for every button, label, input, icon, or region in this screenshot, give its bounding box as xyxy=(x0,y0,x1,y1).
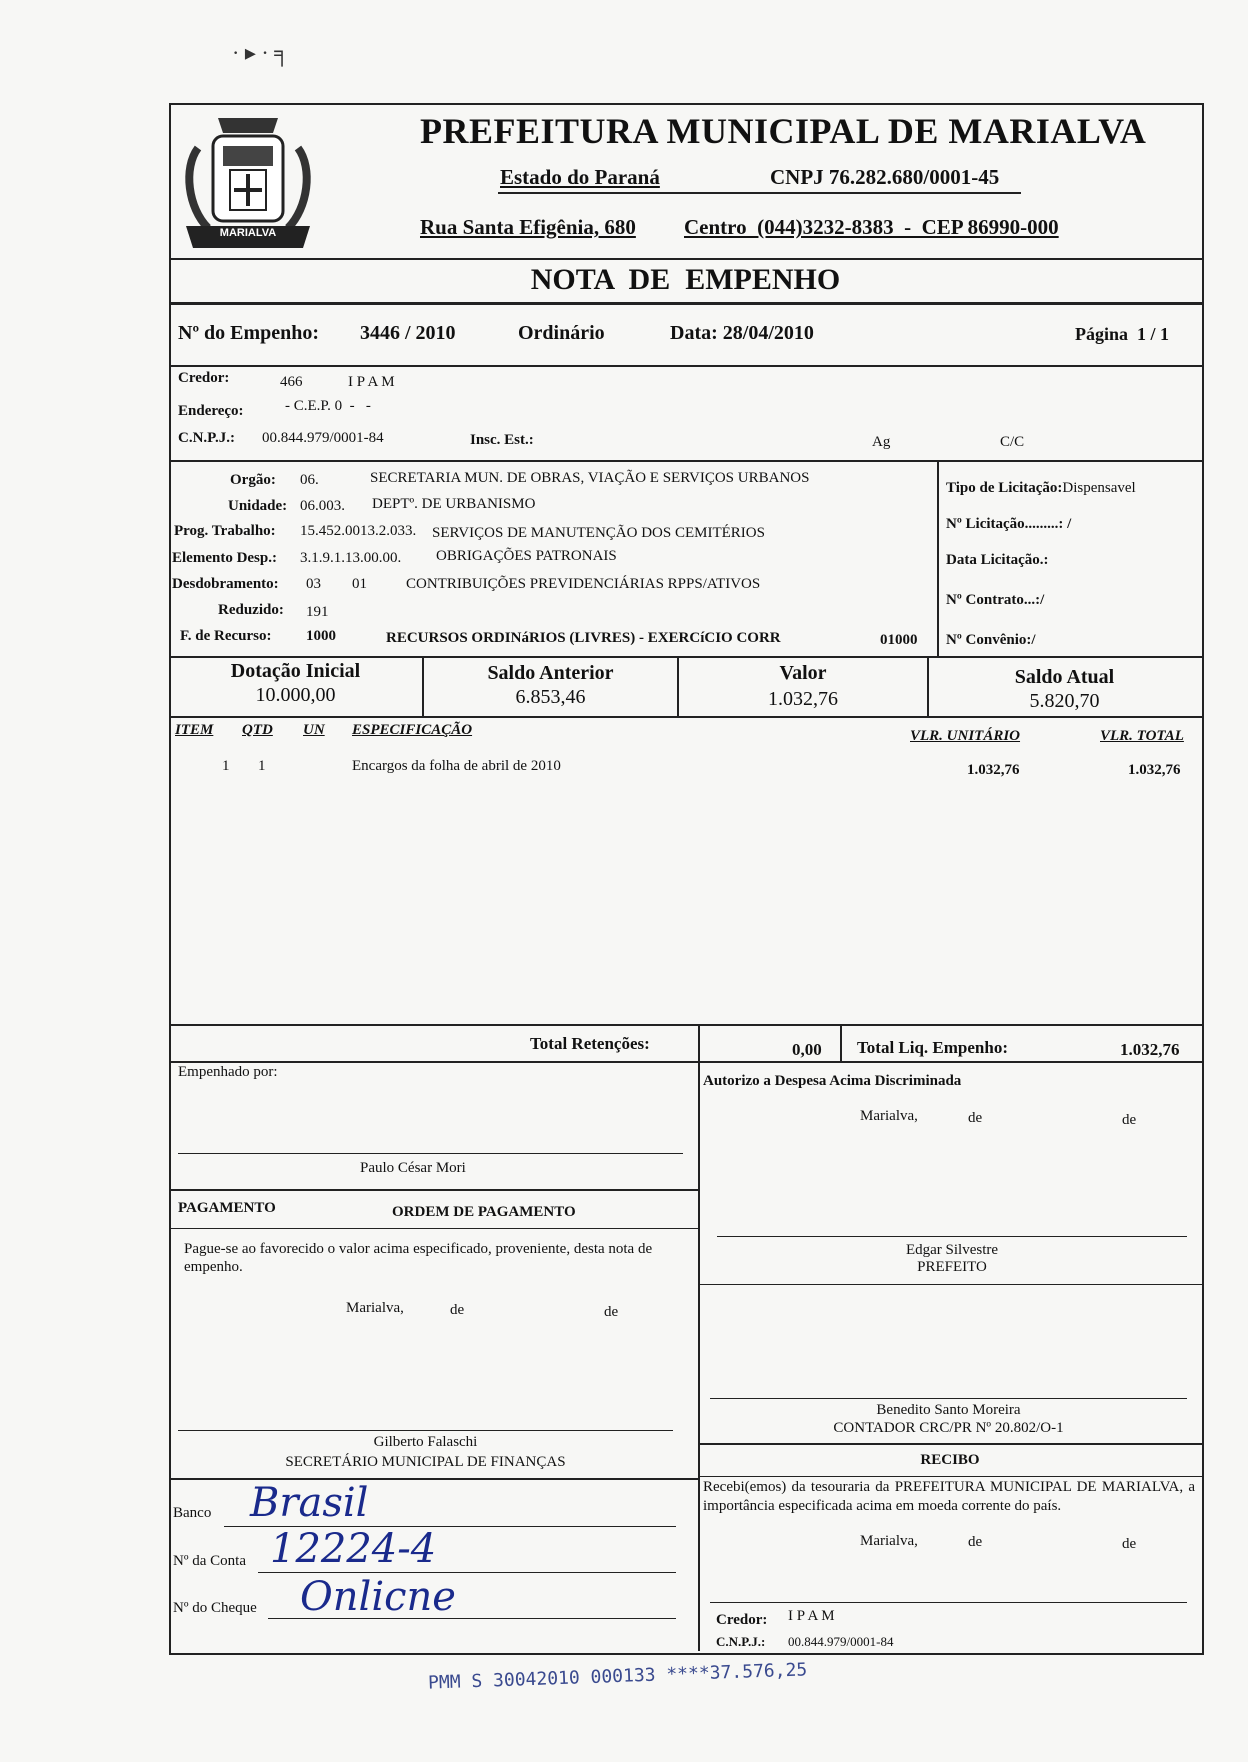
divider xyxy=(169,365,1202,367)
signature-line xyxy=(717,1236,1187,1237)
credor-name: I P A M xyxy=(348,374,395,390)
recibo-label: RECIBO xyxy=(920,1452,980,1468)
valor-value: 1.032,76 xyxy=(768,688,838,710)
licitacao-type-label: Tipo de Licitação: xyxy=(946,480,1063,496)
liq-empenho-value: 1.032,76 xyxy=(1120,1040,1180,1059)
elemento-code: 3.1.9.1.13.00.00. xyxy=(300,550,402,566)
secretario-title: SECRETÁRIO MUNICIPAL DE FINANÇAS xyxy=(285,1454,566,1470)
licitacao-date: Data Licitação.: xyxy=(946,552,1049,568)
cheque-label: Nº do Cheque xyxy=(173,1600,257,1616)
fonte-label: F. de Recurso: xyxy=(180,628,272,644)
divider xyxy=(698,1061,700,1651)
saldo-anterior-value: 6.853,46 xyxy=(515,686,586,708)
retencoes-label: Total Retenções: xyxy=(530,1034,650,1053)
credor-code: 466 xyxy=(280,374,303,390)
prefeito-name: Edgar Silvestre xyxy=(905,1242,999,1258)
fonte-code: 1000 xyxy=(306,628,336,644)
contador-name: Benedito Santo Moreira xyxy=(876,1402,1021,1418)
licitacao-type xyxy=(946,480,1136,497)
divider xyxy=(169,302,1202,305)
unidade-desc: DEPTº. DE URBANISMO xyxy=(372,496,536,512)
state-name: Estado do Paraná xyxy=(500,165,660,189)
reduzido-value: 191 xyxy=(306,604,329,620)
contador-title: CONTADOR CRC/PR Nº 20.802/O-1 xyxy=(833,1420,1064,1436)
divider xyxy=(698,1284,1202,1285)
autorizo-city: Marialva, xyxy=(860,1108,918,1124)
divider xyxy=(840,1024,842,1062)
divider xyxy=(698,1024,700,1062)
reduzido-label: Reduzido: xyxy=(218,602,284,618)
unidade-label: Unidade: xyxy=(228,498,288,514)
divider xyxy=(169,258,1202,260)
fonte-num: 01000 xyxy=(880,632,918,648)
header-underline-1 xyxy=(498,192,1021,194)
pagamento-label: PAGAMENTO xyxy=(178,1200,276,1216)
divider xyxy=(169,1024,1202,1026)
col-espec: ESPECIFICAÇÃO xyxy=(352,722,473,738)
pagamento-city: Marialva, xyxy=(346,1300,404,1316)
prog-desc: SERVIÇOS DE MANUTENÇÃO DOS CEMITÉRIOS xyxy=(432,525,765,541)
empenho-type: Ordinário xyxy=(518,322,605,344)
cc-label: C/C xyxy=(1000,434,1025,450)
prog-label: Prog. Trabalho: xyxy=(174,523,276,539)
unidade-code: 06.003. xyxy=(300,498,345,514)
row-vlr-total: 1.032,76 xyxy=(1128,762,1181,778)
autorizo-label: Autorizo a Despesa Acima Discriminada xyxy=(703,1073,962,1089)
col-un: UN xyxy=(303,722,325,738)
address-rest: Centro (044)3232-8383 - CEP 86990-000 xyxy=(684,215,1059,239)
divider xyxy=(169,1478,700,1480)
saldo-atual-label: Saldo Atual xyxy=(1014,666,1115,688)
empenho-date: Data: 28/04/2010 xyxy=(670,322,814,344)
cheque-value: Onlicne xyxy=(300,1574,456,1620)
autorizo-de-1: de xyxy=(968,1110,983,1126)
conta-label: Nº da Conta xyxy=(173,1553,246,1569)
row-item: 1 xyxy=(222,758,230,774)
crest-banner-text: MARIALVA xyxy=(219,227,277,239)
row-qtd: 1 xyxy=(258,758,266,774)
conta-line xyxy=(258,1572,676,1573)
dotacao-value: 10.000,00 xyxy=(255,684,336,706)
signature-line xyxy=(178,1153,683,1154)
recibo-de-2: de xyxy=(1122,1536,1137,1552)
liq-empenho-label: Total Liq. Empenho: xyxy=(857,1038,1008,1057)
secretario-name: Gilberto Falaschi xyxy=(373,1434,478,1450)
row-vlr-unit: 1.032,76 xyxy=(967,762,1020,778)
divider xyxy=(169,716,1202,718)
divider xyxy=(169,1228,700,1229)
retencoes-value: 0,00 xyxy=(792,1040,822,1059)
pagamento-text: Pague-se ao favorecido o valor acima especificado, proveniente, desta nota de empenho. xyxy=(184,1241,653,1275)
divider xyxy=(169,1061,1202,1063)
bank-stamp: PMM S 30042010 000133 ****37.576,25 xyxy=(427,1659,808,1694)
signature-line xyxy=(178,1430,673,1431)
recibo-text: Recebi(emos) da tesouraria da PREFEITURA MUNICIPAL DE MARIALVA, a importância especificada acima em moeda corrente do país. xyxy=(703,1479,1195,1514)
pagamento-de-1: de xyxy=(450,1302,465,1318)
elemento-desc: OBRIGAÇÕES PATRONAIS xyxy=(436,548,617,564)
desdobramento-code-2: 01 xyxy=(352,576,367,592)
municipal-crest xyxy=(178,108,318,258)
credor-label: Credor: xyxy=(178,370,230,386)
doc-title: NOTA DE EMPENHO xyxy=(530,263,841,296)
desdobramento-desc: CONTRIBUIÇÕES PREVIDENCIÁRIAS RPPS/ATIVOS xyxy=(406,576,761,592)
recibo-credor-label: Credor: xyxy=(716,1612,768,1628)
signature-line xyxy=(710,1602,1187,1603)
saldo-anterior-label: Saldo Anterior xyxy=(487,662,614,684)
address-street: Rua Santa Efigênia, 680 xyxy=(420,215,636,239)
divider xyxy=(698,1443,1202,1445)
ag-label: Ag xyxy=(872,434,891,450)
prefeito-title: PREFEITO xyxy=(917,1259,987,1275)
page-title: PREFEITURA MUNICIPAL DE MARIALVA xyxy=(420,111,1147,151)
address-value: - C.E.P. 0 - - xyxy=(285,398,371,414)
col-item: ITEM xyxy=(175,722,214,738)
fonte-desc: RECURSOS ORDINáRIOS (LIVRES) - EXERCíCIO CORR xyxy=(386,630,781,646)
insc-est-label: Insc. Est.: xyxy=(470,432,534,448)
divider xyxy=(169,460,1202,462)
desdobramento-code-1: 03 xyxy=(306,576,321,592)
cnpj-label: C.N.P.J.: xyxy=(178,430,235,446)
col-vlr-total: VLR. TOTAL xyxy=(1100,728,1184,744)
row-espec: Encargos da folha de abril de 2010 xyxy=(352,758,561,774)
pagamento-de-2: de xyxy=(604,1304,619,1320)
prog-code: 15.452.0013.2.033. xyxy=(300,523,417,539)
address-label: Endereço: xyxy=(178,403,244,419)
empenho-number-label: Nº do Empenho: xyxy=(178,322,320,344)
empenhado-signer: Paulo César Mori xyxy=(360,1160,466,1176)
scan-mark: · ▸ · ╕ xyxy=(232,40,290,65)
divider xyxy=(937,460,939,657)
elemento-label: Elemento Desp.: xyxy=(172,550,277,566)
orgao-desc: SECRETARIA MUN. DE OBRAS, VIAÇÃO E SERVIÇOS URBANOS xyxy=(370,470,810,486)
dotacao-label: Dotação Inicial xyxy=(230,660,361,682)
banco-value: Brasil xyxy=(250,1480,369,1526)
licitacao-number: Nº Licitação.........: / xyxy=(946,516,1072,532)
desdobramento-label: Desdobramento: xyxy=(172,576,279,592)
divider xyxy=(169,1189,700,1191)
empenho-number: 3446 / 2010 xyxy=(360,322,456,344)
recibo-cnpj-value: 00.844.979/0001-84 xyxy=(788,1634,894,1649)
cnpj-value: 00.844.979/0001-84 xyxy=(262,430,384,446)
autorizo-de-2: de xyxy=(1122,1112,1137,1128)
orgao-code: 06. xyxy=(300,472,319,488)
convenio-number: Nº Convênio:/ xyxy=(946,632,1036,648)
recibo-credor-value: I P A M xyxy=(788,1608,835,1624)
ordem-pagamento-label: ORDEM DE PAGAMENTO xyxy=(392,1204,576,1220)
contrato-number: Nº Contrato...:/ xyxy=(946,592,1045,608)
cnpj-header: CNPJ 76.282.680/0001-45 xyxy=(770,165,1000,189)
recibo-city: Marialva, xyxy=(860,1533,918,1549)
col-qtd: QTD xyxy=(242,722,273,738)
recibo-de-1: de xyxy=(968,1534,983,1550)
divider xyxy=(698,1476,1202,1477)
orgao-label: Orgão: xyxy=(230,472,276,488)
banco-label: Banco xyxy=(173,1505,212,1521)
recibo-cnpj-label: C.N.P.J.: xyxy=(716,1634,766,1649)
page-number: Página 1 / 1 xyxy=(1075,324,1170,344)
saldo-atual-value: 5.820,70 xyxy=(1029,690,1100,712)
empenhado-label: Empenhado por: xyxy=(178,1064,278,1080)
col-vlr-unit: VLR. UNITÁRIO xyxy=(910,728,1021,744)
valor-label: Valor xyxy=(779,662,827,684)
licitacao-type-value: Dispensavel xyxy=(1062,480,1136,496)
conta-value: 12224-4 xyxy=(270,1526,437,1572)
divider xyxy=(169,656,1202,658)
signature-line xyxy=(710,1398,1187,1399)
